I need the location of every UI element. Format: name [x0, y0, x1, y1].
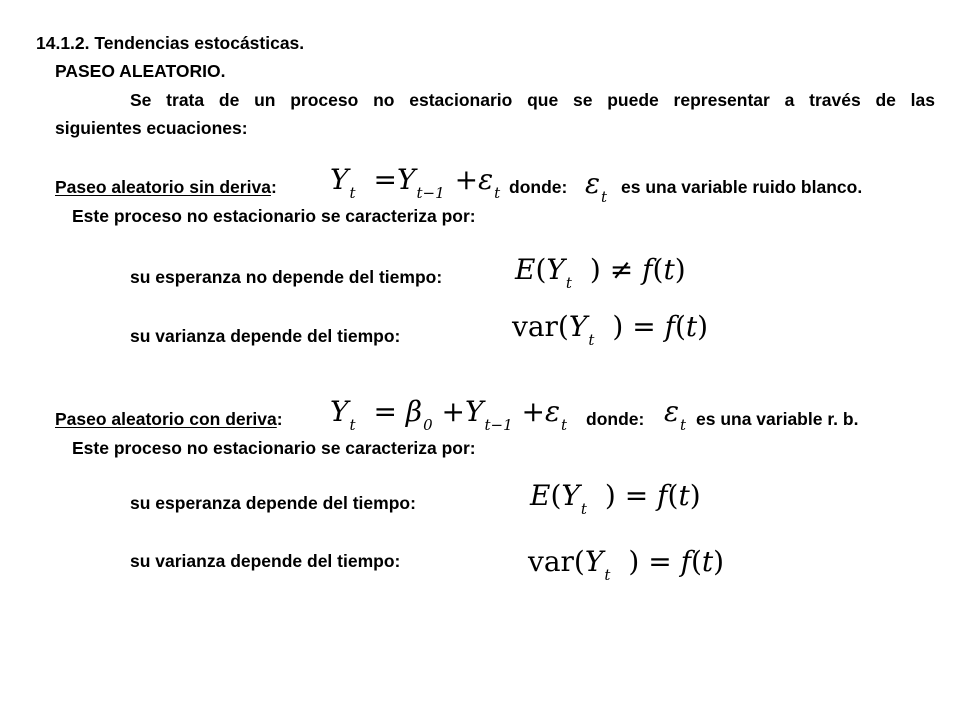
sin-deriva-donde: donde:: [509, 177, 568, 197]
sin-deriva-label-line: [55, 176, 277, 198]
section-heading: 14.1.2. Tendencias estocásticas.: [36, 33, 305, 53]
con-deriva-donde: donde:: [586, 409, 645, 429]
con-deriva-esperanza-text: su esperanza depende del tiempo:: [130, 493, 416, 513]
intro-line-2: siguientes ecuaciones:: [55, 118, 248, 138]
sin-deriva-esperanza-text: su esperanza no depende del tiempo:: [130, 267, 443, 287]
con-deriva-label: Paseo aleatorio con deriva: [55, 409, 277, 429]
con-deriva-varianza-text: su varianza depende del tiempo:: [130, 551, 401, 571]
equation-varianza-2: $var(Y_t$ ) = f(t): [528, 545, 725, 584]
sin-deriva-colon: :: [270, 177, 277, 197]
equation-varianza-1: $var(Y_t$ ) = f(t): [512, 310, 709, 349]
sin-deriva-noise-desc: es una variable ruido blanco.: [621, 177, 863, 197]
sin-deriva-varianza-text: su varianza depende del tiempo:: [130, 326, 401, 346]
intro-line-1: Se trata de un proceso no estacionario que se puede representar a través de las: [130, 90, 935, 110]
sin-deriva-caracteriza: Este proceso no estacionario se caracteriza por:: [72, 206, 476, 226]
sin-deriva-label: Paseo aleatorio sin deriva: [55, 177, 271, 197]
epsilon-symbol-2: $\varepsilon_t$: [664, 395, 687, 434]
equation-sin-deriva: $Y_t =Y_{t-1} +\varepsilon_t$: [330, 163, 501, 202]
equation-esperanza-neq: $E(Y_t$ ) ≠ f(t): [515, 253, 686, 292]
con-deriva-label-line: [55, 408, 283, 430]
equation-esperanza-2: $E(Y_t$ ) = f(t): [530, 479, 701, 518]
con-deriva-caracteriza: Este proceso no estacionario se caracteriza por:: [72, 438, 476, 458]
con-deriva-noise-desc: es una variable r. b.: [696, 409, 859, 429]
con-deriva-colon: :: [276, 409, 283, 429]
equation-con-deriva: $Y_t = \beta_0 +Y_{t-1} +\varepsilon_t$: [330, 395, 568, 434]
section-subheading: PASEO ALEATORIO.: [55, 61, 226, 81]
epsilon-symbol-1: $\varepsilon_t$: [585, 167, 608, 206]
